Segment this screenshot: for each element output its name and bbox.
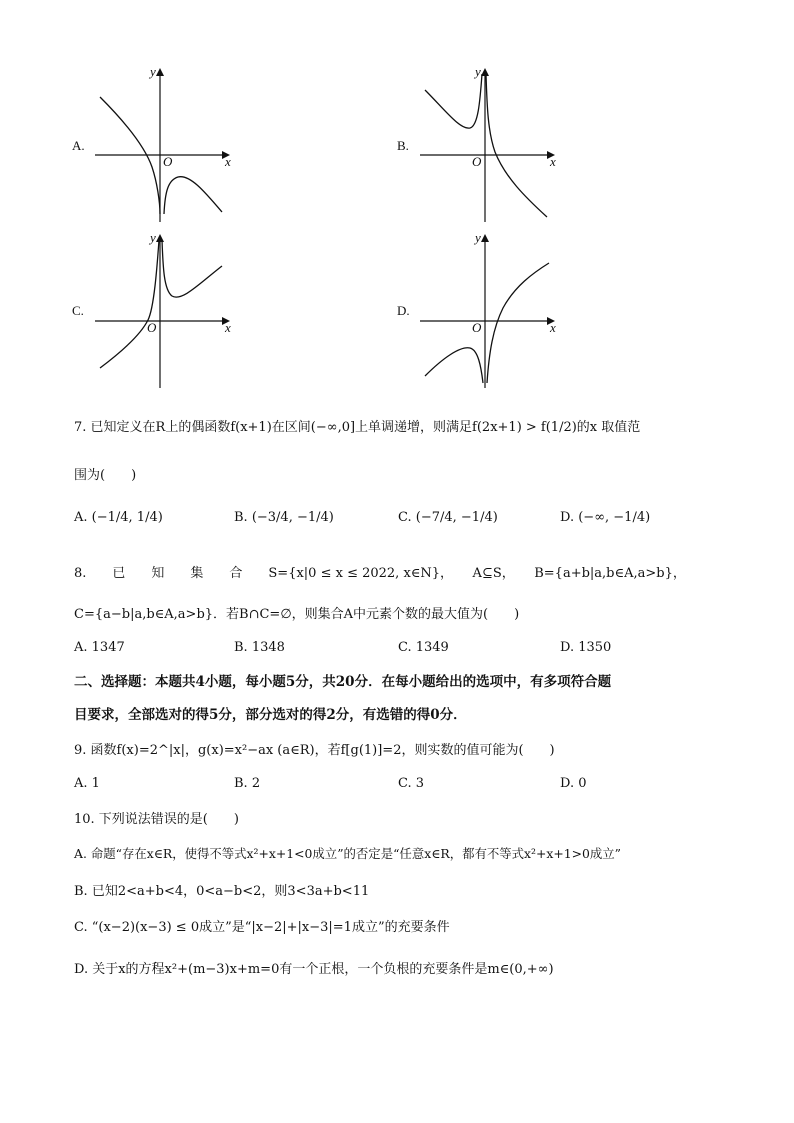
q8-option-b: B. 1348 (234, 640, 285, 655)
q10-option-d: D. 关于x的方程x²+(m−3)x+m=0有一个正根，一个负根的充要条件是m∈(0,+∞) (74, 962, 554, 977)
graph-a-y-label: y (150, 64, 156, 79)
q10-option-c: C. “(x−2)(x−3) ≤ 0成立”是“|x−2|+|x−3|=1成立”的充要条件 (74, 920, 450, 935)
q9-option-c: C. 3 (398, 776, 425, 791)
q10-option-a: A. 命题“存在x∈R，使得不等式x²+x+1<0成立”的否定是“任意x∈R，都有不等式x²+x+1>0成立” (74, 846, 622, 861)
q9-option-b: B. 2 (234, 776, 261, 791)
q7-option-b: B. (−3/4, −1/4) (234, 510, 334, 525)
q7-option-c: C. (−7/4, −1/4) (398, 510, 498, 525)
q7-stem-line1: 7. 已知定义在R上的偶函数f(x+1)在区间(−∞,0]上单调递增，则满足f(2x+1) > f(1/2)的x 取值范 (74, 420, 641, 435)
q9-stem: 9. 函数f(x)=2^|x|，g(x)=x²−ax (a∈R)，若f[g(1)]=2，则实数的值可能为( ) (74, 743, 555, 758)
graph-c-origin: O (147, 320, 157, 335)
q8-stem-line1: 8. 已 知 集 合 S={x|0 ≤ x ≤ 2022, x∈N}， A⊆S， B={a+b|a,b∈A,a>b}， (74, 566, 686, 581)
graph-a-label: A. (72, 138, 85, 153)
graph-b-origin: O (472, 154, 482, 169)
graph-b-y-label: y (475, 64, 481, 79)
graph-c-label: C. (72, 303, 84, 318)
q8-option-d: D. 1350 (560, 640, 612, 655)
q7-option-a: A. (−1/4, 1/4) (74, 510, 163, 525)
q7-option-d: D. (−∞, −1/4) (560, 510, 651, 525)
q7-stem-line2: 围为( ) (74, 468, 137, 483)
graph-b-label: B. (397, 138, 409, 153)
q8-option-a: A. 1347 (74, 640, 125, 655)
q10-option-b: B. 已知2<a+b<4，0<a−b<2，则3<3a+b<11 (74, 884, 370, 899)
graph-c-x-label: x (225, 320, 231, 335)
q8-stem-line2: C={a−b|a,b∈A,a>b}．若B∩C=∅，则集合A中元素个数的最大值为( ) (74, 607, 520, 622)
q8-option-c: C. 1349 (398, 640, 449, 655)
graph-c-y-label: y (150, 230, 156, 245)
graph-d-y-label: y (475, 230, 481, 245)
section2-heading-line2: 目要求，全部选对的得5分，部分选对的得2分，有选错的得0分． (74, 707, 467, 723)
q9-option-a: A. 1 (74, 776, 100, 791)
graph-d-origin: O (472, 320, 482, 335)
graph-a-origin: O (163, 154, 173, 169)
graph-d-x-label: x (550, 320, 556, 335)
q10-stem: 10. 下列说法错误的是( ) (74, 812, 239, 827)
graph-b-x-label: x (550, 154, 556, 169)
graph-b (415, 62, 565, 227)
graph-d-label: D. (397, 303, 410, 318)
q9-option-d: D. 0 (560, 776, 587, 791)
graph-d (415, 228, 565, 393)
graph-c (90, 228, 240, 393)
graph-a (90, 62, 240, 227)
section2-heading-line1: 二、选择题：本题共4小题，每小题5分，共20分．在每小题给出的选项中，有多项符合题 (74, 674, 612, 690)
graph-a-x-label: x (225, 154, 231, 169)
